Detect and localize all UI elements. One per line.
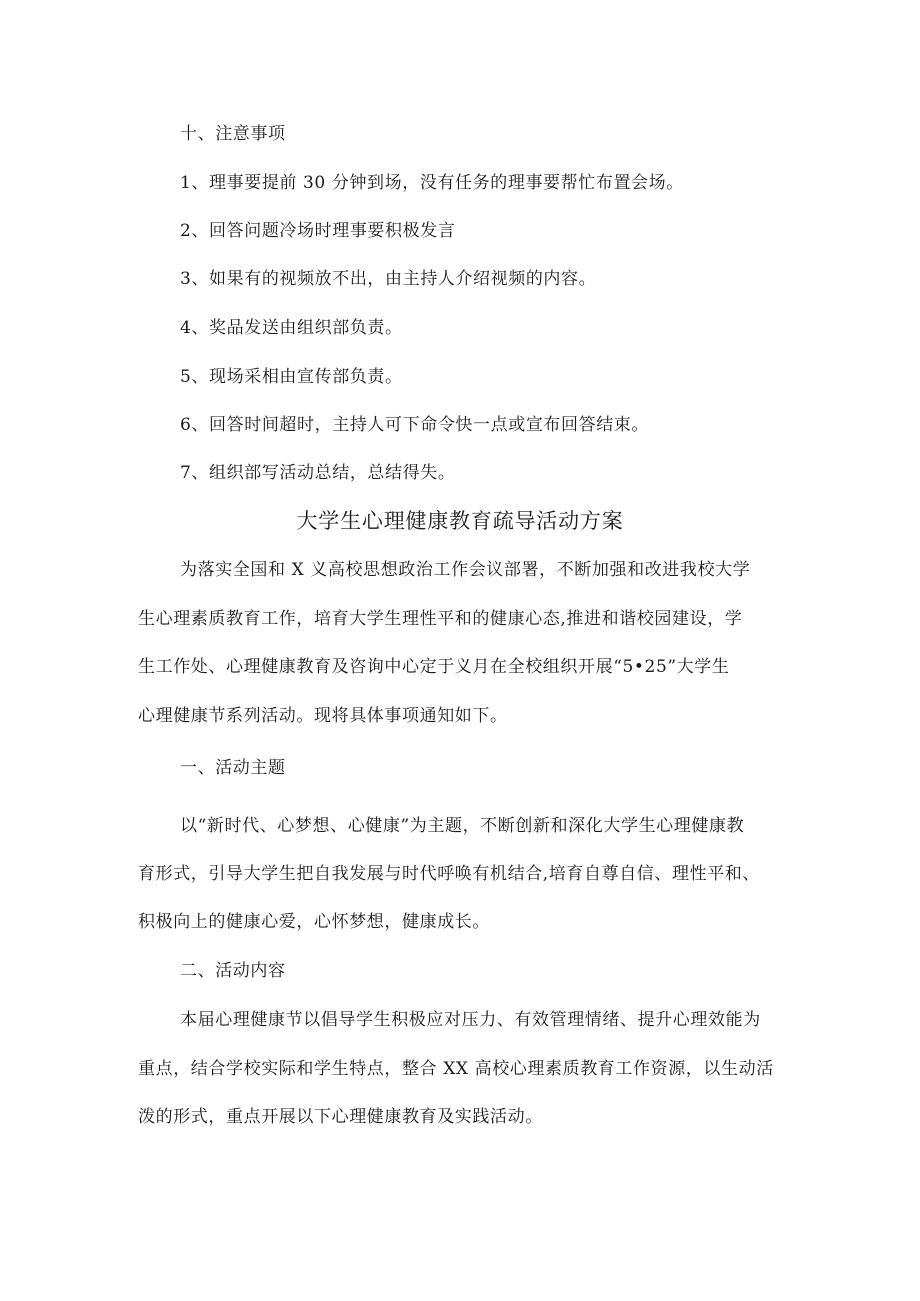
notes-item: 7、组织部写活动总结，总结得失。 (180, 463, 456, 483)
section1-heading: 一、活动主题 (180, 758, 286, 778)
intro-line: 生工作处、心理健康教育及咨询中心定于义月在全校组织开展“5•25”大学生 (138, 657, 730, 677)
section1-line: 育形式，引导大学生把自我发展与时代呼唤有机结合,培育自尊自信、理性平和、 (138, 864, 761, 884)
notes-item: 3、如果有的视频放不出，由主持人介绍视频的内容。 (180, 269, 597, 289)
notes-item: 2、回答问题冷场时理事要积极发言 (180, 221, 456, 241)
notes-item: 4、奖品发送由组织部负责。 (180, 318, 403, 338)
section1-line: 积极向上的健康心爱，心怀梦想，健康成长。 (138, 912, 490, 932)
section2-line: 重点，结合学校实际和学生特点，整合 XX 高校心理素质教育工作资源，以生动活 (138, 1059, 774, 1079)
section2-heading: 二、活动内容 (180, 961, 286, 981)
plan-title: 大学生心理健康教育疏导活动方案 (296, 509, 624, 533)
section2-line: 泼的形式，重点开展以下心理健康教育及实践活动。 (138, 1107, 543, 1127)
notes-item: 6、回答时间超时，主持人可下命令快一点或宣布回答结束。 (180, 415, 650, 435)
section1-line: 以“新时代、心梦想、心健康”为主题，不断创新和深化大学生心理健康教 (180, 816, 745, 836)
intro-line: 为落实全国和 X 义高校思想政治工作会议部署，不断加强和改进我校大学 (180, 560, 751, 580)
notes-heading: 十、注意事项 (180, 124, 286, 144)
intro-line: 心理健康节系列活动。现将具体事项通知如下。 (138, 706, 508, 726)
notes-item: 1、理事要提前 30 分钟到场，没有任务的理事要帮忙布置会场。 (180, 173, 684, 193)
section2-line: 本届心理健康节以倡导学生积极应对压力、有效管理情绪、提升心理效能为 (180, 1010, 761, 1030)
notes-item: 5、现场采相由宣传部负责。 (180, 367, 403, 387)
intro-line: 生心理素质教育工作，培育大学生理性平和的健康心态,推进和谐校园建设，学 (138, 609, 743, 629)
